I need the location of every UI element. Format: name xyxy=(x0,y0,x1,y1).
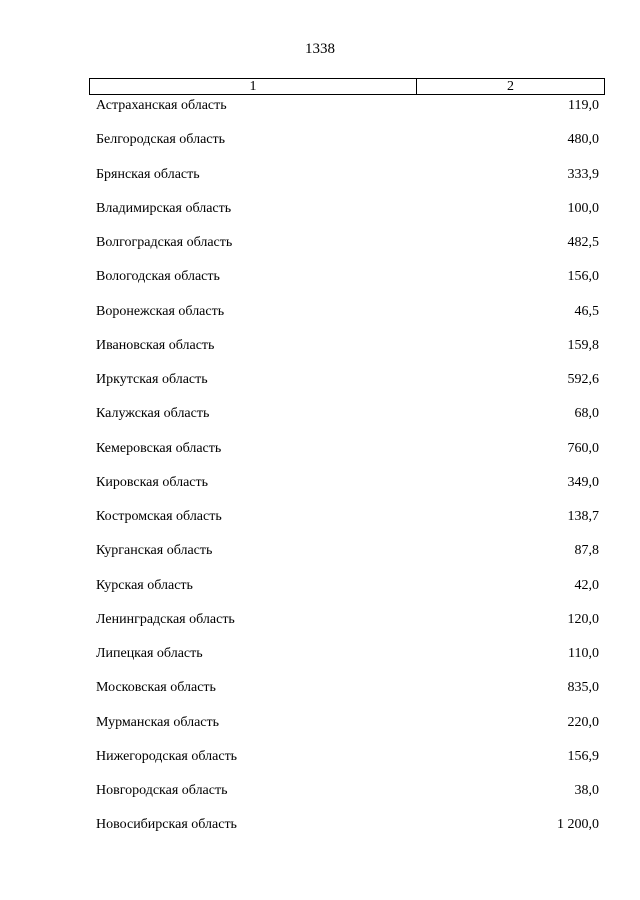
region-value: 120,0 xyxy=(567,611,599,627)
page-number: 1338 xyxy=(305,41,335,57)
table-row xyxy=(89,540,605,574)
region-value: 46,5 xyxy=(574,303,599,319)
region-value: 333,9 xyxy=(567,166,599,182)
region-value: 100,0 xyxy=(567,200,599,216)
region-value: 592,6 xyxy=(567,372,599,387)
region-value: 159,8 xyxy=(567,337,599,353)
region-name: Курганская область xyxy=(96,543,213,559)
region-value: 138,7 xyxy=(567,509,599,524)
region-name: Нижегородская область xyxy=(96,748,238,764)
table-row xyxy=(89,266,605,300)
table-row xyxy=(89,780,605,814)
region-name: Ивановская область xyxy=(96,337,215,353)
table-row xyxy=(89,575,605,609)
region-value: 220,0 xyxy=(567,714,599,730)
table-row xyxy=(89,472,605,506)
table-row xyxy=(89,164,605,198)
column-header-1: 1 xyxy=(90,79,417,94)
region-name: Вологодская область xyxy=(96,269,220,285)
region-name: Белгородская область xyxy=(96,132,226,148)
region-name: Воронежская область xyxy=(96,303,225,319)
table-row xyxy=(89,232,605,266)
region-name: Липецкая область xyxy=(96,646,203,661)
region-name: Новосибирская область xyxy=(96,817,237,833)
table-row xyxy=(89,403,605,437)
region-value: 68,0 xyxy=(574,406,599,422)
table-row xyxy=(89,438,605,472)
table-row xyxy=(89,746,605,780)
region-name: Владимирская область xyxy=(96,200,232,216)
table-header xyxy=(89,78,605,95)
region-name: Курская область xyxy=(96,577,193,593)
table-row xyxy=(89,506,605,540)
region-value: 42,0 xyxy=(574,577,599,593)
table-row xyxy=(89,335,605,369)
region-name: Иркутская область xyxy=(96,372,208,387)
table-row xyxy=(89,712,605,746)
region-value: 349,0 xyxy=(567,474,599,490)
region-value: 38,0 xyxy=(574,783,599,798)
table-row xyxy=(89,677,605,711)
region-name: Московская область xyxy=(96,680,216,696)
table-row xyxy=(89,301,605,335)
region-name: Брянская область xyxy=(96,166,200,182)
region-value: 1 200,0 xyxy=(557,817,599,833)
table-row xyxy=(89,129,605,163)
table-row xyxy=(89,95,605,129)
region-name: Новгородская область xyxy=(96,783,228,798)
region-name: Волгоградская область xyxy=(96,235,233,250)
region-value: 156,0 xyxy=(567,269,599,285)
region-name: Астраханская область xyxy=(96,98,227,113)
region-value: 835,0 xyxy=(567,680,599,696)
table-row xyxy=(89,198,605,232)
region-value: 480,0 xyxy=(567,132,599,148)
region-name: Кировская область xyxy=(96,474,209,490)
region-name: Калужская область xyxy=(96,406,210,422)
region-value: 760,0 xyxy=(567,440,599,456)
table-body xyxy=(89,95,605,849)
region-value: 482,5 xyxy=(567,235,599,250)
region-value: 156,9 xyxy=(567,748,599,764)
region-name: Костромская область xyxy=(96,509,222,524)
column-header-2: 2 xyxy=(507,79,514,94)
region-value: 110,0 xyxy=(568,646,599,661)
table-row xyxy=(89,814,605,848)
table-row xyxy=(89,369,605,403)
region-name: Ленинградская область xyxy=(96,611,235,627)
region-value: 119,0 xyxy=(568,98,599,113)
region-value: 87,8 xyxy=(574,543,599,559)
region-name: Мурманская область xyxy=(96,714,220,730)
table-row xyxy=(89,643,605,677)
region-name: Кемеровская область xyxy=(96,440,222,456)
table-row xyxy=(89,609,605,643)
